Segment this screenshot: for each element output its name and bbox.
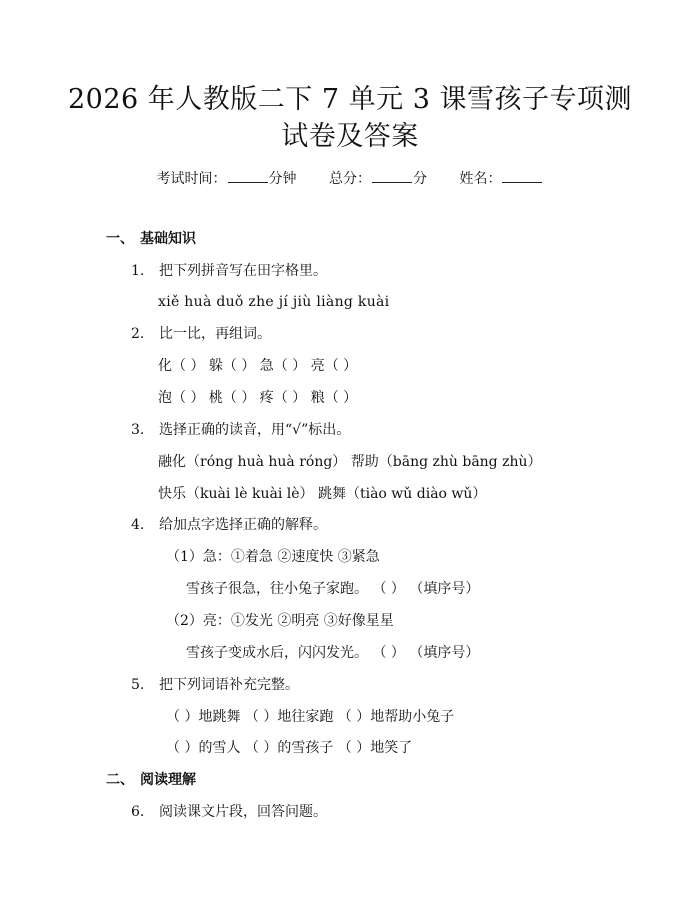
question-3 <box>131 420 350 440</box>
total-score-unit: 分 <box>413 171 427 187</box>
question-text: 把下列词语补充完整。 <box>159 677 299 693</box>
question-number: 6. <box>131 804 145 820</box>
section-number: 一、 <box>106 231 134 247</box>
q4-sentence-2: 雪孩子变成水后，闪闪发光。 （ ） （填序号） <box>186 645 480 661</box>
question-text: 给加点字选择正确的解释。 <box>159 517 327 533</box>
question-4 <box>131 515 327 535</box>
exam-time-label: 考试时间： <box>156 171 227 187</box>
question-number: 1. <box>131 263 145 279</box>
section-number: 二、 <box>106 772 134 788</box>
student-name-field <box>459 171 543 187</box>
question-text: 把下列拼音写在田字格里。 <box>159 263 327 279</box>
q4-sentence-1: 雪孩子很急，往小兔子家跑。 （ ） （填序号） <box>186 581 480 597</box>
exam-time-field <box>157 171 301 187</box>
total-score-label: 总分： <box>329 171 371 187</box>
q5-row-1: （ ）地跳舞 （ ）地往家跑 （ ）地帮助小兔子 <box>166 709 455 725</box>
total-score-field <box>329 171 431 187</box>
student-name-label: 姓名： <box>459 171 502 187</box>
q4-part-1: （1）急：①着急 ②速度快 ③紧急 <box>166 549 380 565</box>
exam-info-row <box>0 168 700 188</box>
section-title: 基础知识 <box>140 231 196 247</box>
question-number: 5. <box>131 677 145 693</box>
section-title: 阅读理解 <box>140 772 196 788</box>
exam-time-blank <box>228 169 268 183</box>
exam-title-line2: 试卷及答案 <box>281 121 419 152</box>
question-5 <box>131 675 299 695</box>
q2-row-1: 化（ ） 躲（ ） 急（ ） 亮（ ） <box>158 358 358 374</box>
q5-row-2: （ ）的雪人 （ ）的雪孩子 （ ）地笑了 <box>166 740 413 756</box>
question-number: 2. <box>131 326 145 342</box>
exam-time-unit: 分钟 <box>268 171 297 187</box>
section-heading-reading <box>106 770 196 790</box>
question-text: 选择正确的读音，用“√”标出。 <box>159 422 351 438</box>
q3-row-1: 融化（róng huà huà róng） 帮助（bāng zhù bāng zhù） <box>158 454 542 470</box>
q4-part-2: （2）亮：①发光 ②明亮 ③好像星星 <box>166 613 394 629</box>
section-heading-basic-knowledge <box>106 229 196 249</box>
q3-row-2: 快乐（kuài lè kuài lè） 跳舞（tiào wǔ diào wǔ） <box>158 486 487 502</box>
question-text: 阅读课文片段，回答问题。 <box>159 804 327 820</box>
question-number: 4. <box>131 517 145 533</box>
total-score-blank <box>372 169 412 183</box>
exam-title-line1: 2026 年人教版二下 7 单元 3 课雪孩子专项测 <box>68 84 632 115</box>
question-number: 3. <box>131 422 145 438</box>
question-6 <box>131 802 327 822</box>
question-2 <box>131 324 271 344</box>
question-1 <box>131 261 327 281</box>
q2-row-2: 泡（ ） 桃（ ） 疼（ ） 粮（ ） <box>158 390 358 406</box>
student-name-blank <box>502 169 542 183</box>
q1-pinyin-line: xiě huà duǒ zhe jí jiù liàng kuài <box>158 294 390 310</box>
question-text: 比一比，再组词。 <box>159 326 271 342</box>
